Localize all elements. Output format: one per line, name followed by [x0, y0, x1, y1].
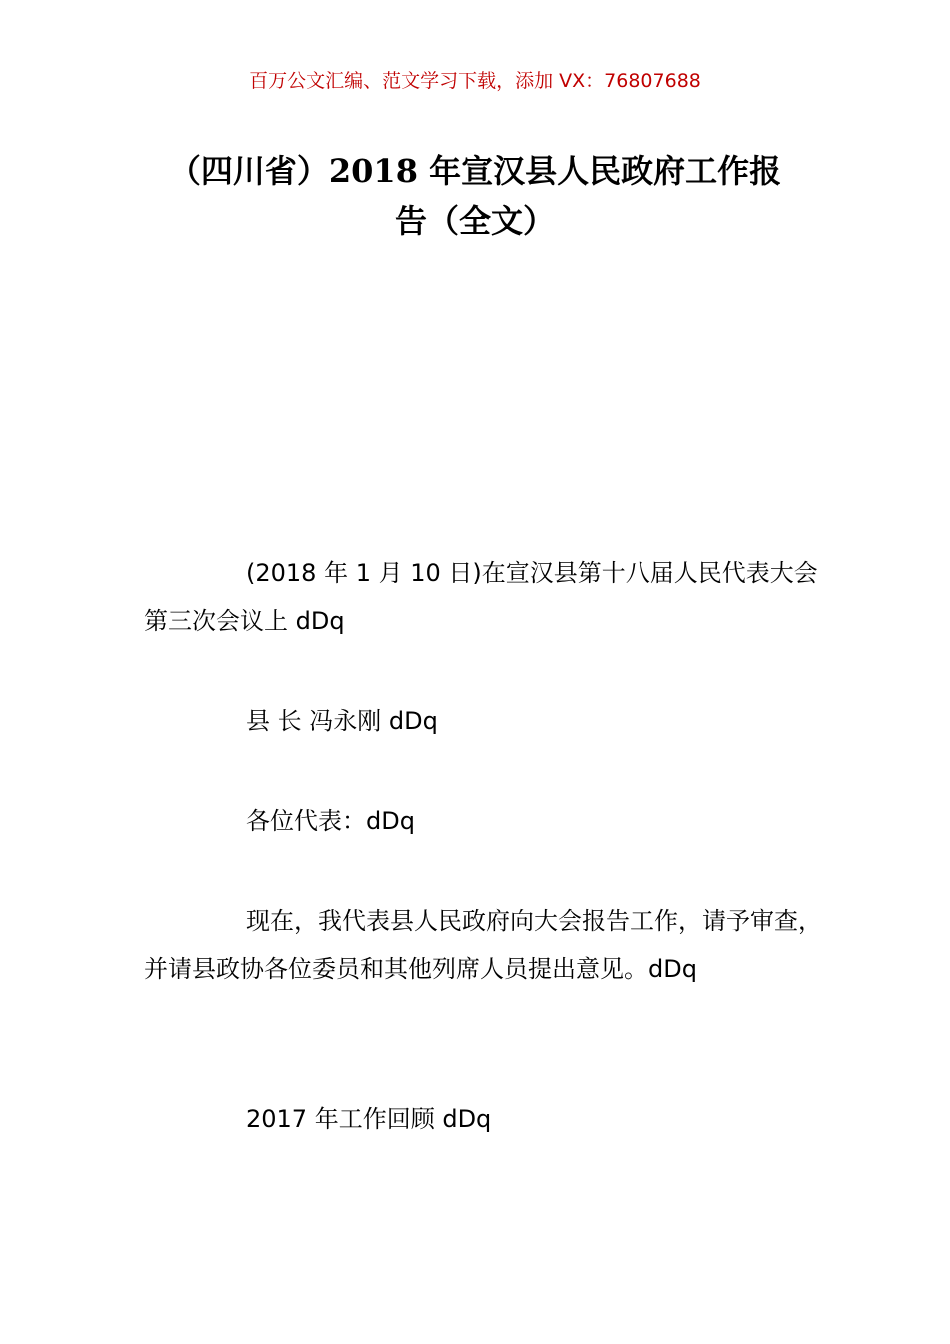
document-title-line-2: 告（全文） — [394, 202, 555, 240]
opening-paragraph: 现在，我代表县人民政府向大会报告工作，请予审查，并请县政协各位委员和其他列席人员提出意见。dDq — [144, 907, 822, 983]
document-title-line-1: （四川省）2018 年宣汉县人民政府工作报 — [168, 152, 782, 190]
section-heading-paragraph: 2017 年工作回顾 dDq — [246, 1105, 492, 1133]
promo-header-note: 百万公文汇编、范文学习下载，添加 VX：76807688 — [249, 70, 701, 92]
salutation-paragraph: 各位代表：dDq — [246, 807, 415, 835]
speaker-paragraph: 县 长 冯永刚 dDq — [246, 707, 438, 735]
meeting-date-paragraph: (2018 年 1 月 10 日)在宣汉县第十八届人民代表大会第三次会议上 dDq — [144, 559, 818, 635]
document-title — [150, 146, 800, 246]
